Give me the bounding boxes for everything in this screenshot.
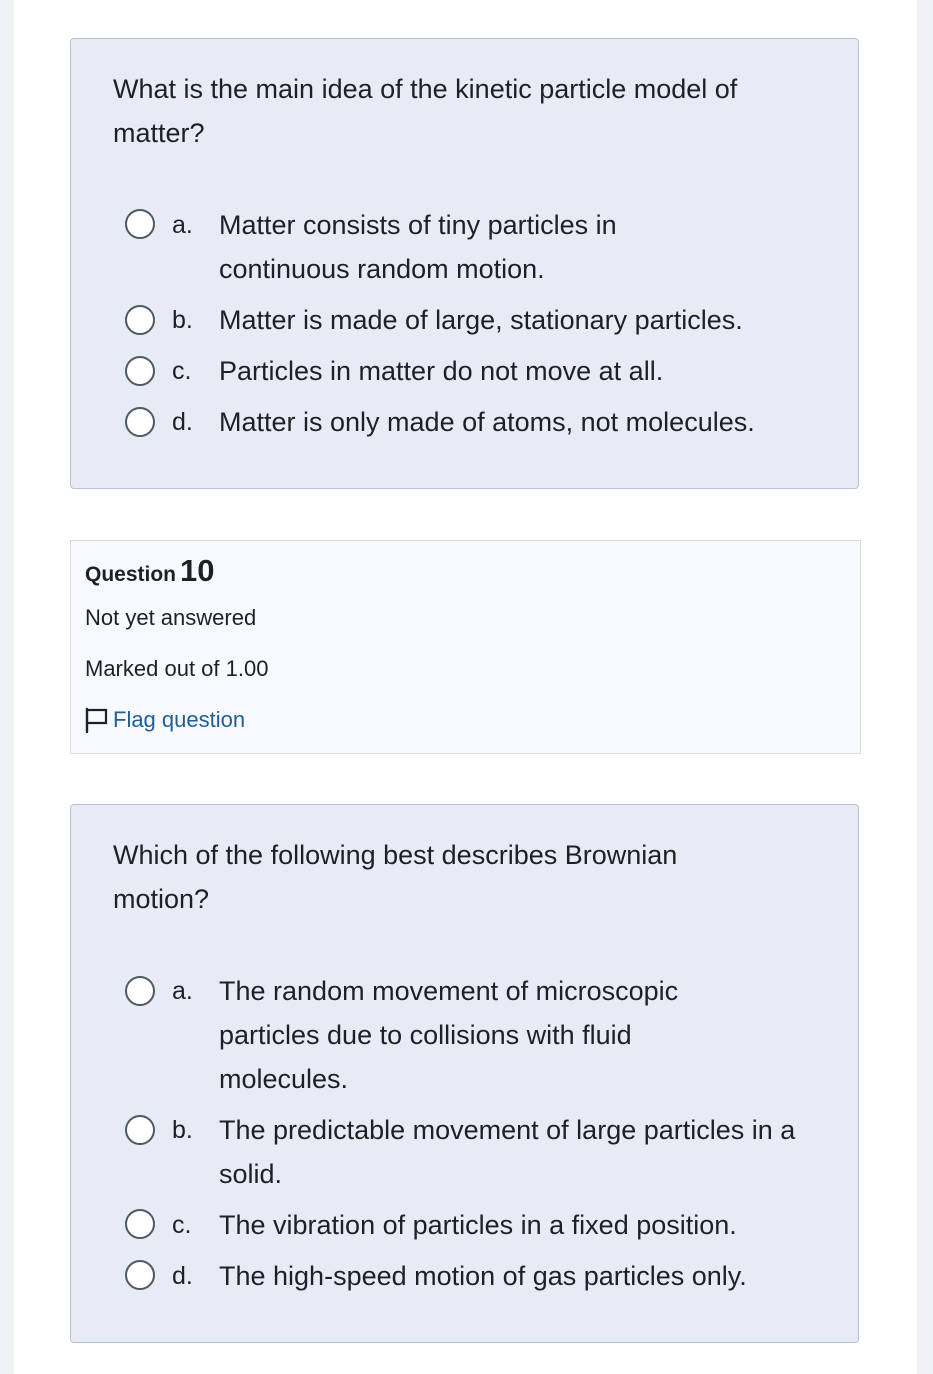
- question-9-text: What is the main idea of the kinetic particle model of matter?: [113, 74, 738, 148]
- question-grade: Marked out of 1.00: [85, 656, 269, 681]
- option-label[interactable]: The predictable movement of large particles in a solid.: [219, 1115, 796, 1189]
- option-label[interactable]: Matter is made of large, stationary particles.: [219, 305, 743, 335]
- radio-button[interactable]: [125, 1115, 155, 1145]
- radio-button[interactable]: [125, 209, 155, 239]
- option-letter: b.: [172, 1116, 193, 1144]
- option-label[interactable]: The vibration of particles in a fixed position.: [219, 1210, 737, 1240]
- option-letter: c.: [172, 357, 192, 385]
- option-label[interactable]: Particles in matter do not move at all.: [219, 356, 664, 386]
- option-letter: d.: [172, 408, 193, 436]
- question-10-info: [70, 540, 861, 754]
- option-letter: d.: [172, 1262, 193, 1290]
- option-label[interactable]: The random movement of microscopic particles due to collisions with fluid molecules.: [219, 976, 679, 1094]
- option-letter: b.: [172, 306, 193, 334]
- question-10-text: Which of the following best describes Brownian motion?: [113, 840, 678, 914]
- question-9-card: [70, 38, 859, 489]
- radio-button[interactable]: [125, 1260, 155, 1290]
- question-state: Not yet answered: [85, 605, 257, 630]
- question-number-value: 10: [180, 553, 215, 588]
- radio-button[interactable]: [125, 976, 155, 1006]
- radio-button[interactable]: [125, 356, 155, 386]
- quiz-page: [14, 0, 917, 1374]
- radio-button[interactable]: [125, 1209, 155, 1239]
- flag-outline-icon: [85, 706, 109, 734]
- question-number: [85, 553, 215, 593]
- option-label[interactable]: Matter is only made of atoms, not molecules.: [219, 407, 755, 437]
- flag-question-link[interactable]: [85, 704, 245, 736]
- option-label[interactable]: The high-speed motion of gas particles only.: [219, 1261, 747, 1291]
- option-letter: a.: [172, 211, 193, 239]
- question-label: Question: [85, 563, 177, 586]
- option-letter: a.: [172, 977, 193, 1005]
- radio-button[interactable]: [125, 305, 155, 335]
- option-label[interactable]: Matter consists of tiny particles in continuous random motion.: [219, 210, 617, 284]
- flag-question-label[interactable]: Flag question: [113, 707, 246, 732]
- question-10-card: [70, 804, 859, 1343]
- option-letter: c.: [172, 1211, 192, 1239]
- radio-button[interactable]: [125, 407, 155, 437]
